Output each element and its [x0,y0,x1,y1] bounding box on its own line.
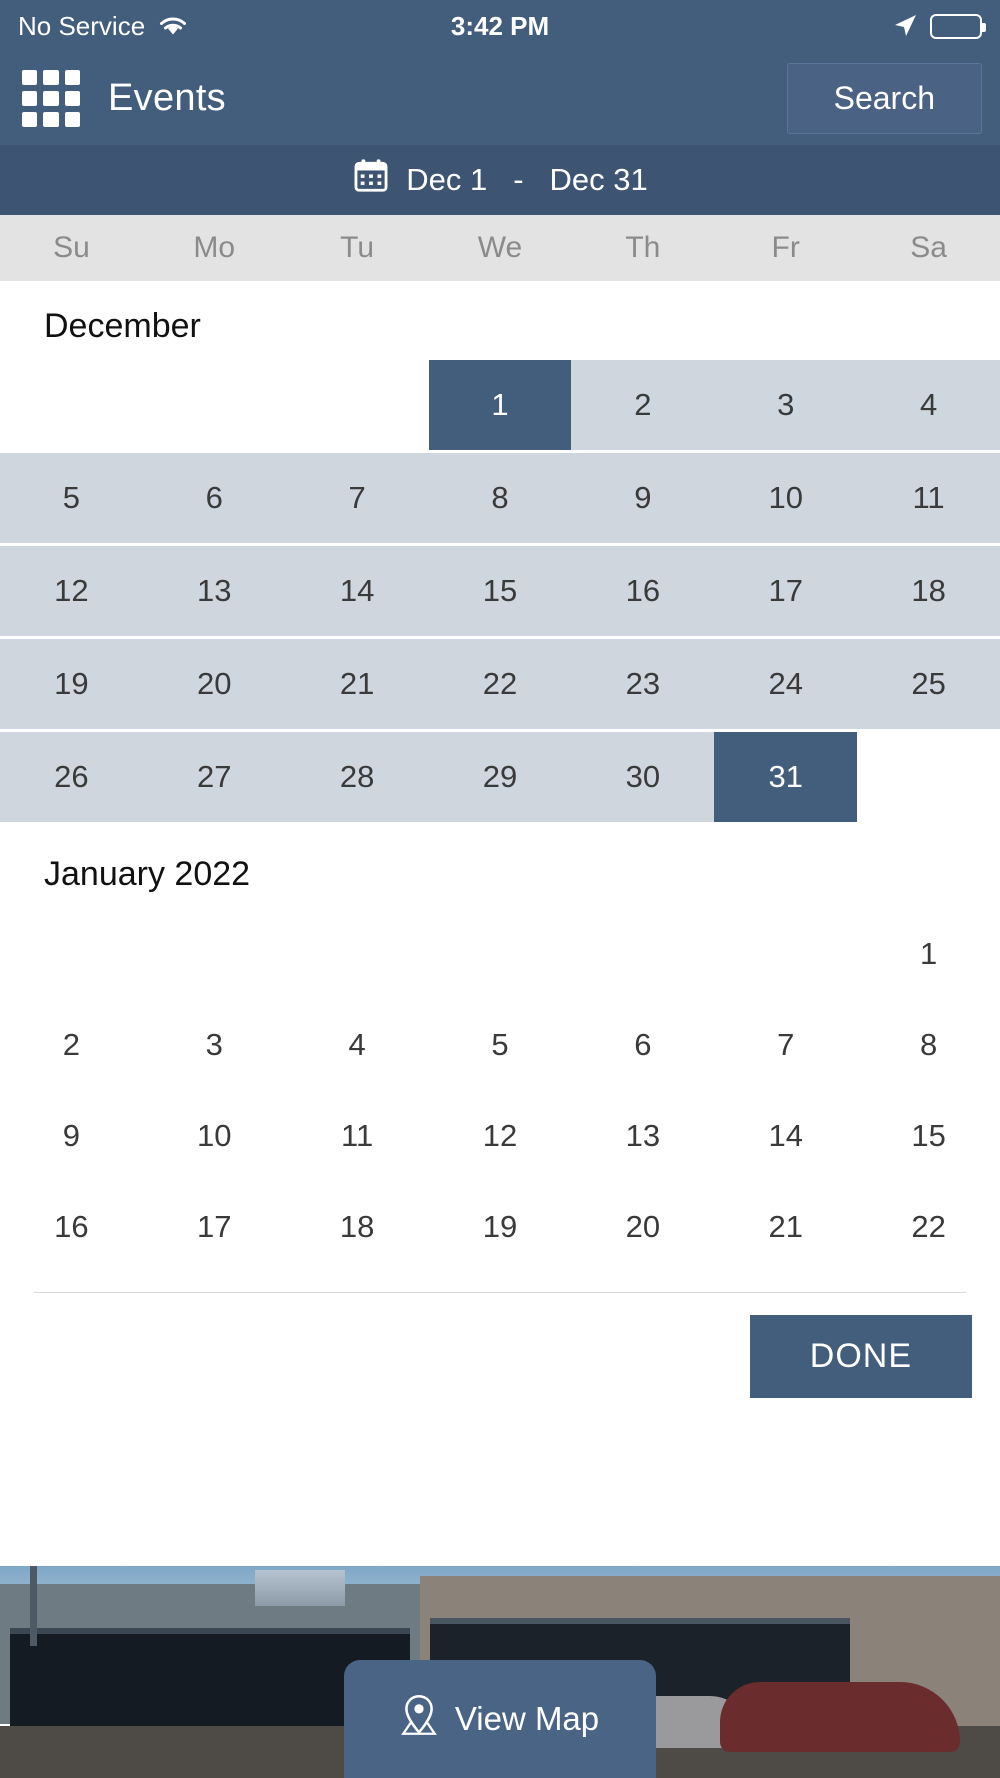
photo-light-pole [30,1566,37,1646]
calendar-day[interactable]: 5 [491,1026,509,1062]
calendar-day [0,908,143,999]
weekday-tu: Tu [340,231,375,264]
calendar-day[interactable]: 7 [777,1026,795,1062]
range-start-label: Dec 1 [406,162,488,197]
carrier-label: No Service [18,10,146,41]
calendar-day[interactable]: 29 [429,732,572,822]
venue-photo [0,1566,1000,1778]
calendar-day[interactable]: 23 [571,639,714,729]
range-end-label: Dec 31 [549,162,648,197]
calendar-day[interactable]: 16 [54,1208,89,1244]
photo-car-red [720,1682,960,1752]
calendar-day-selected-start[interactable]: 1 [429,360,572,450]
calendar-day [143,908,286,999]
status-right-group [892,13,982,39]
calendar-day[interactable]: 18 [857,546,1000,636]
weekday-mo: Mo [193,231,236,264]
status-bar [0,0,1000,52]
calendar-day [286,908,429,999]
wifi-icon [157,14,189,38]
map-pin-icon [401,1694,437,1744]
weekday-sa: Sa [910,231,947,264]
calendar-day[interactable]: 15 [429,546,572,636]
clock-label: 3:42 PM [450,10,550,41]
date-range-bar[interactable] [0,145,1000,215]
calendar-day[interactable]: 3 [205,1026,223,1062]
calendar-week [0,999,1000,1090]
calendar-day[interactable]: 14 [768,1117,803,1153]
calendar-day[interactable]: 27 [143,732,286,822]
view-map-label: View Map [454,1700,600,1737]
calendar-month-december [0,360,1000,822]
calendar-day[interactable]: 13 [143,546,286,636]
calendar-day[interactable]: 13 [625,1117,661,1153]
calendar-day[interactable]: 4 [348,1026,366,1062]
calendar-day[interactable]: 1 [919,935,938,971]
calendar-day[interactable]: 2 [62,1026,81,1062]
top-navigation-bar [0,52,1000,145]
calendar-week [0,732,1000,822]
calendar-day[interactable]: 9 [62,1117,81,1153]
calendar-day[interactable]: 4 [857,360,1000,450]
status-left-group [18,11,189,42]
calendar-day[interactable]: 22 [911,1208,946,1244]
calendar-day [571,908,714,999]
calendar-day[interactable]: 6 [143,453,286,543]
weekday-su: Su [53,231,90,264]
calendar-day[interactable]: 10 [714,453,857,543]
calendar-week [0,360,1000,450]
calendar-day[interactable]: 17 [197,1208,232,1244]
calendar-day[interactable]: 22 [429,639,572,729]
calendar-week [0,1181,1000,1272]
calendar-day[interactable]: 9 [571,453,714,543]
page-title: Events [108,77,226,119]
calendar-day[interactable]: 2 [571,360,714,450]
calendar-day[interactable]: 30 [571,732,714,822]
calendar-day[interactable]: 5 [0,453,143,543]
calendar-week [0,908,1000,999]
calendar-day[interactable]: 11 [341,1117,374,1153]
calendar-day[interactable]: 21 [286,639,429,729]
weekday-th: Th [625,231,661,264]
location-arrow-icon [892,13,918,39]
range-separator: - [513,162,524,197]
month-label-december: December [44,307,201,345]
calendar-day[interactable]: 10 [197,1117,232,1153]
calendar-day[interactable]: 24 [714,639,857,729]
calendar-month-january [0,908,1000,1272]
month-label-january: January 2022 [44,855,251,893]
calendar-day[interactable]: 11 [857,453,1000,543]
calendar-day [143,360,286,450]
battery-icon [930,14,982,39]
calendar-day [429,908,572,999]
calendar-week [0,453,1000,543]
weekday-header [0,215,1000,281]
calendar-day[interactable]: 21 [768,1208,803,1244]
calendar-day[interactable]: 19 [482,1208,518,1244]
calendar-day[interactable]: 12 [0,546,143,636]
calendar-week [0,639,1000,729]
calendar-day[interactable]: 6 [634,1026,652,1062]
calendar-day[interactable]: 25 [857,639,1000,729]
calendar-day[interactable]: 12 [482,1117,518,1153]
calendar-day[interactable]: 19 [0,639,143,729]
calendar-day[interactable]: 28 [286,732,429,822]
weekday-we: We [477,231,523,264]
calendar-day [714,908,857,999]
calendar-week [0,546,1000,636]
calendar-icon [352,157,390,203]
calendar-day[interactable]: 20 [143,639,286,729]
calendar-day[interactable]: 8 [919,1026,938,1062]
footer-actions [0,1293,1000,1398]
done-button[interactable]: DONE [750,1315,972,1398]
calendar-day[interactable]: 18 [339,1208,375,1244]
calendar-day[interactable]: 15 [911,1117,946,1153]
calendar-day [286,360,429,450]
calendar-day-selected-end[interactable]: 31 [714,732,857,822]
grid-menu-icon[interactable] [18,66,84,132]
calendar-day[interactable]: 8 [429,453,572,543]
photo-flag [255,1570,345,1606]
calendar-day [857,732,1000,822]
calendar-day[interactable]: 17 [714,546,857,636]
calendar-day[interactable]: 20 [625,1208,661,1244]
calendar-day[interactable]: 16 [571,546,714,636]
calendar-day[interactable]: 26 [0,732,143,822]
view-map-button[interactable] [344,1660,656,1778]
calendar-day[interactable]: 7 [286,453,429,543]
search-button[interactable]: Search [787,63,982,134]
calendar-day[interactable]: 3 [714,360,857,450]
weekday-fr: Fr [771,231,800,264]
calendar-day [0,360,143,450]
calendar-day[interactable]: 14 [286,546,429,636]
calendar-week [0,1090,1000,1181]
